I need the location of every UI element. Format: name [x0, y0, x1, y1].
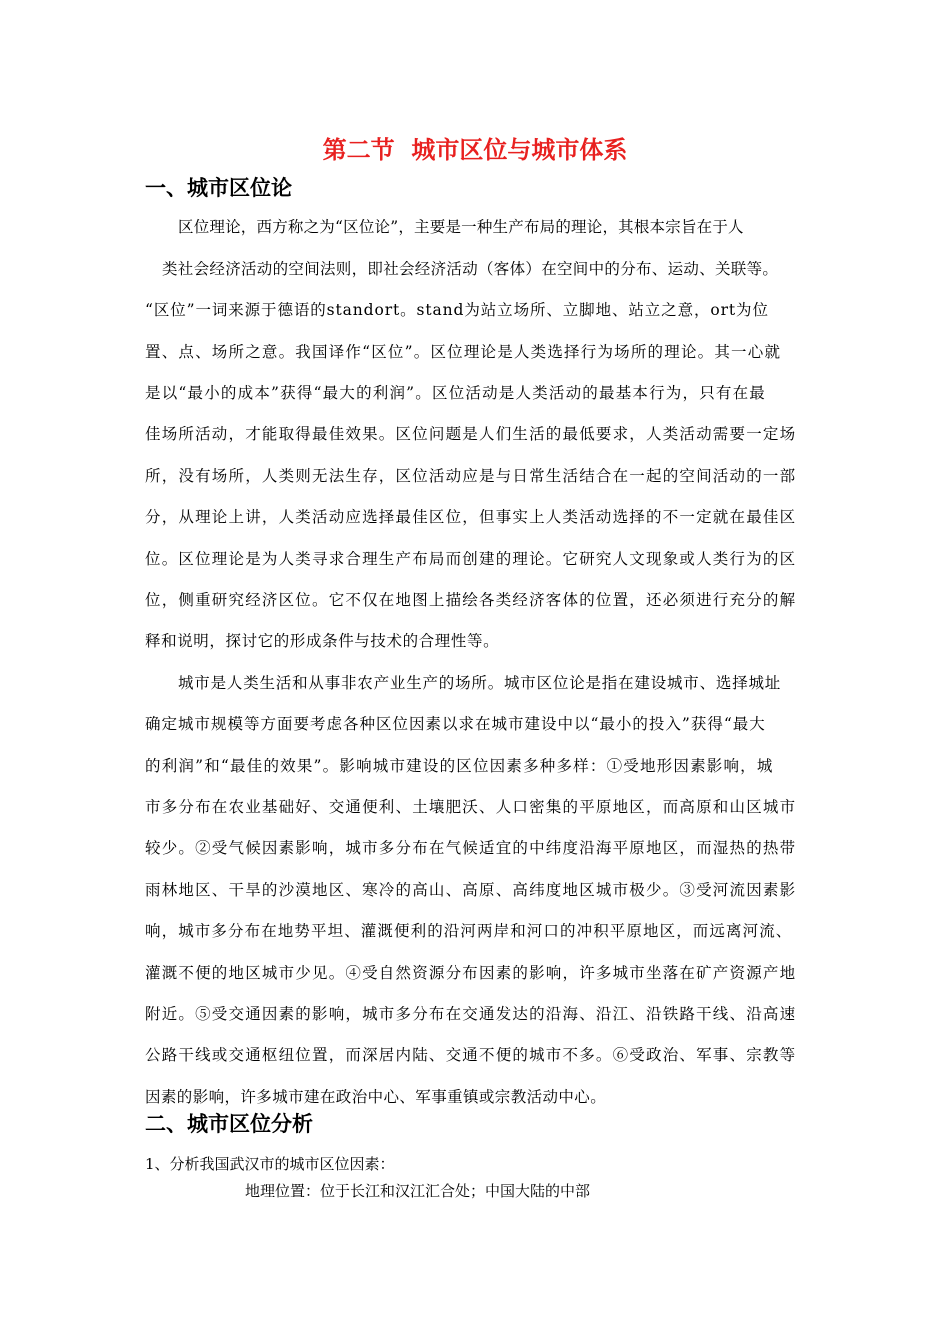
- paragraph-line: 所，没有场所，人类则无法生存，区位活动应是与日常生活结合在一起的空间活动的一部: [145, 467, 797, 485]
- section-heading-1: 一、城市区位论: [145, 176, 292, 200]
- paragraph-line: 雨林地区、干旱的沙漠地区、寒冷的高山、高原、高纬度地区城市极少。③受河流因素影: [145, 881, 797, 899]
- paragraph-line: 因素的影响，许多城市建在政治中心、军事重镇或宗教活动中心。: [145, 1088, 607, 1106]
- paragraph-line: 公路干线或交通枢纽位置，而深居内陆、交通不便的城市不多。⑥受政治、军事、宗教等: [145, 1046, 797, 1064]
- paragraph-line: 城市是人类生活和从事非农产业生产的场所。城市区位论是指在建设城市、选择城址: [178, 674, 782, 692]
- paragraph-line: “区位”一词来源于德语的standort。stand为站立场所、立脚地、站立之意，ort为位: [145, 301, 769, 319]
- paragraph-line: 市多分布在农业基础好、交通便利、土壤肥沃、人口密集的平原地区，而高原和山区城市: [145, 798, 797, 816]
- paragraph-line: 置、点、场所之意。我国译作“区位”。区位理论是人类选择行为场所的理论。其一心就: [145, 343, 782, 361]
- paragraph-line: 是以“最小的成本”获得“最大的利润”。区位活动是人类活动的最基本行为，只有在最: [145, 384, 766, 402]
- paragraph-line: 区位理论，西方称之为“区位论”，主要是一种生产布局的理论，其根本宗旨在于人: [178, 218, 744, 236]
- paragraph-line: 释和说明，探讨它的形成条件与技术的合理性等。: [145, 632, 500, 650]
- page-title: 第二节 城市区位与城市体系: [322, 136, 628, 164]
- paragraph-line: 类社会经济活动的空间法则，即社会经济活动（客体）在空间中的分布、运动、关联等。: [162, 260, 779, 278]
- list-item-detail: 地理位置：位于长江和汉江汇合处；中国大陆的中部: [245, 1182, 591, 1200]
- paragraph-line: 位，侧重研究经济区位。它不仅在地图上描绘各类经济客体的位置，还必须进行充分的解: [145, 591, 797, 609]
- list-item: 1、分析我国武汉市的城市区位因素：: [145, 1155, 395, 1173]
- paragraph-line: 响，城市多分布在地势平坦、灌溉便利的沿河两岸和河口的冲积平原地区，而远离河流、: [145, 922, 793, 940]
- paragraph-line: 灌溉不便的地区城市少见。④受自然资源分布因素的影响，许多城市坐落在矿产资源产地: [145, 964, 797, 982]
- paragraph-line: 附近。⑤受交通因素的影响，城市多分布在交通发达的沿海、沿江、沿铁路干线、沿高速: [145, 1005, 797, 1023]
- paragraph-line: 的利润”和“最佳的效果”。影响城市建设的区位因素多种多样：①受地形因素影响，城: [145, 757, 774, 775]
- paragraph-line: 确定城市规模等方面要考虑各种区位因素以求在城市建设中以“最小的投入”获得“最大: [145, 715, 766, 733]
- paragraph-line: 较少。②受气候因素影响，城市多分布在气候适宜的中纬度沿海平原地区，而湿热的热带: [145, 839, 797, 857]
- paragraph-line: 佳场所活动，才能取得最佳效果。区位问题是人们生活的最低要求，人类活动需要一定场: [145, 425, 797, 443]
- section-heading-2: 二、城市区位分析: [145, 1112, 313, 1136]
- paragraph-line: 分，从理论上讲，人类活动应选择最佳区位，但事实上人类活动选择的不一定就在最佳区: [145, 508, 797, 526]
- paragraph-line: 位。区位理论是为人类寻求合理生产布局而创建的理论。它研究人文现象或人类行为的区: [145, 550, 797, 568]
